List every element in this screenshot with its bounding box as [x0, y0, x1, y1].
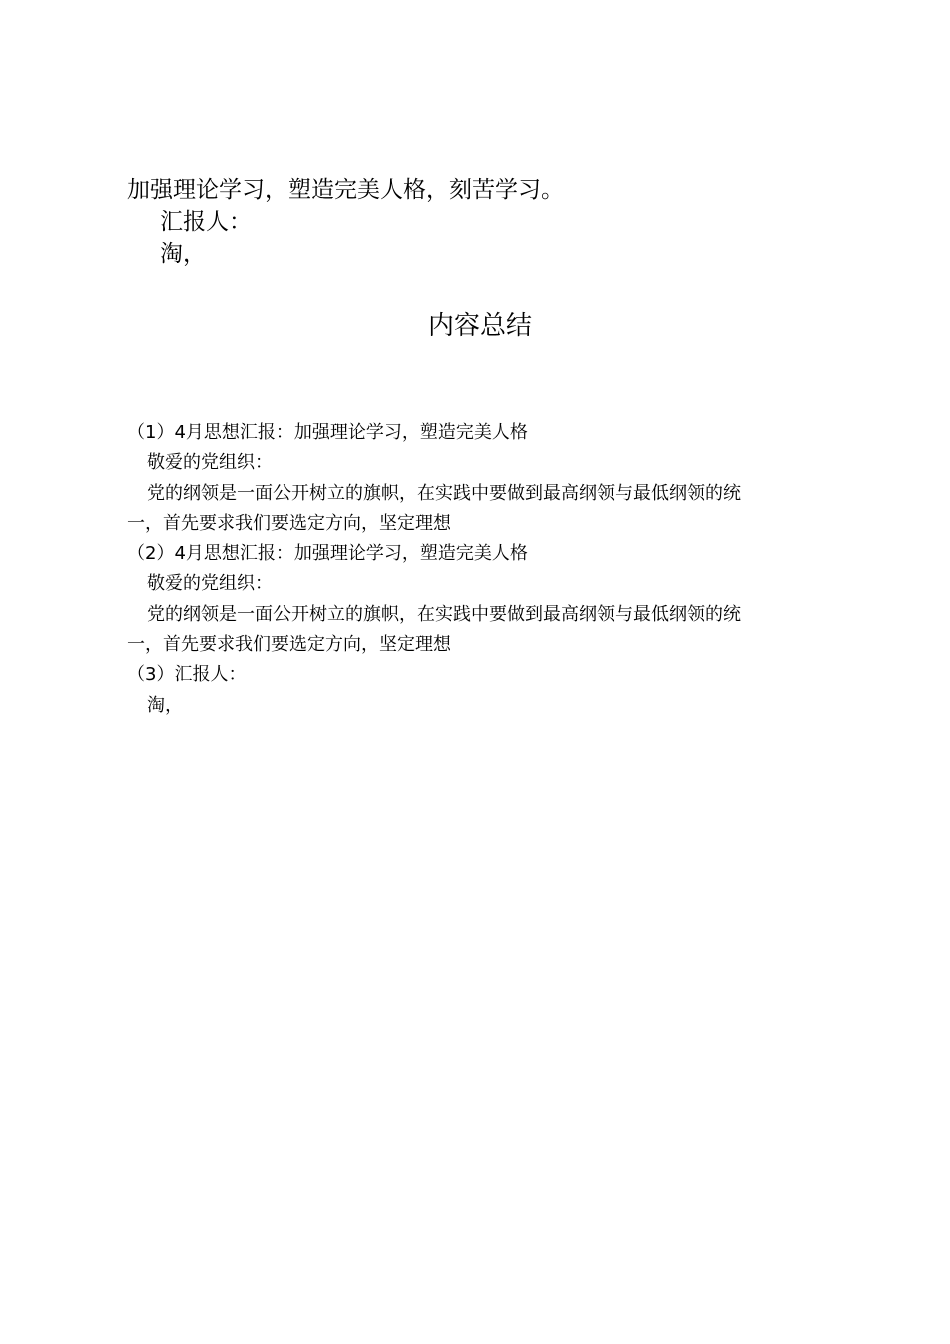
reporter-name: 淘， — [160, 241, 206, 267]
summary-item-1-body-continued: 一，首先要求我们要选定方向，坚定理想 — [127, 512, 451, 534]
closing-sentence: 加强理论学习，塑造完美人格，刻苦学习。 — [127, 177, 564, 203]
summary-item-2-body: 党的纲领是一面公开树立的旗帜，在实践中要做到最高纲领与最低纲领的统 — [147, 603, 741, 625]
summary-item-3-heading: （3）汇报人： — [127, 664, 247, 686]
summary-item-3-body: 淘， — [147, 694, 183, 716]
summary-item-1-salutation: 敬爱的党组织： — [147, 452, 273, 474]
summary-item-1-body: 党的纲领是一面公开树立的旗帜，在实践中要做到最高纲领与最低纲领的统 — [147, 482, 741, 504]
summary-content — [127, 418, 842, 721]
summary-title: 内容总结 — [427, 311, 532, 341]
summary-item-1-heading: （1）4月思想汇报：加强理论学习，塑造完美人格 — [127, 422, 528, 443]
summary-item-2-heading: （2）4月思想汇报：加强理论学习，塑造完美人格 — [127, 543, 528, 565]
summary-item-2-salutation: 敬爱的党组织： — [147, 573, 273, 595]
report-closing-block — [127, 174, 847, 270]
reporter-label: 汇报人： — [160, 209, 252, 235]
summary-item-2-body-continued: 一，首先要求我们要选定方向，坚定理想 — [127, 634, 451, 656]
